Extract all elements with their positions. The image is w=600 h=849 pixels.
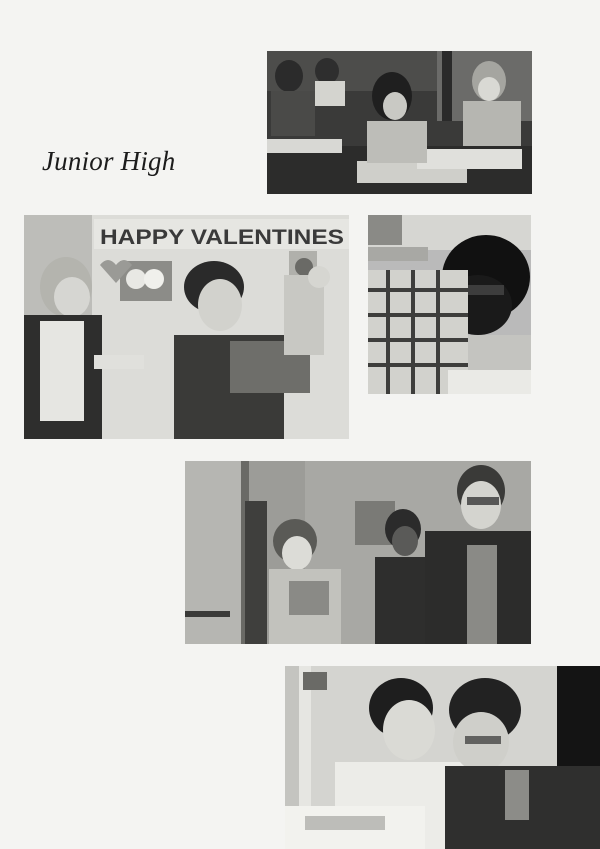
classroom-desks-photo xyxy=(267,51,532,194)
valentines-banner: HAPPY VALENTINES xyxy=(100,226,344,249)
valentines-board-photo xyxy=(24,215,349,439)
students-reading-photo xyxy=(285,666,600,849)
page-title: Junior High xyxy=(42,146,176,176)
student-writing-photo xyxy=(368,215,531,394)
hallway-doorway-photo xyxy=(185,461,531,644)
